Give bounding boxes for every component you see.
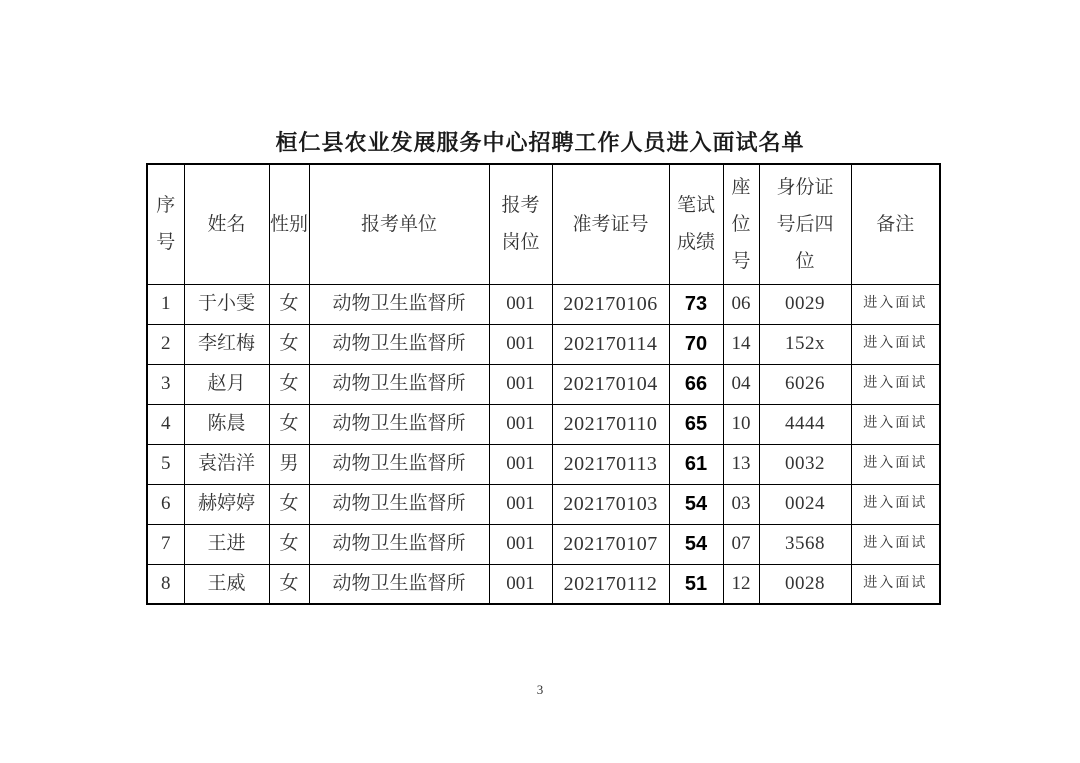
cell-index: 2 (147, 324, 184, 364)
cell-index: 5 (147, 444, 184, 484)
cell-position: 001 (489, 284, 552, 324)
cell-remark: 进入面试 (851, 564, 940, 604)
column-header-index: 序号 (147, 164, 184, 284)
cell-id4: 0029 (759, 284, 851, 324)
cell-id4: 0028 (759, 564, 851, 604)
cell-seat: 03 (723, 484, 759, 524)
cell-id4: 0032 (759, 444, 851, 484)
cell-score: 70 (669, 324, 723, 364)
column-header-seat: 座位号 (723, 164, 759, 284)
cell-score: 61 (669, 444, 723, 484)
cell-remark: 进入面试 (851, 484, 940, 524)
cell-gender: 女 (269, 484, 309, 524)
cell-remark: 进入面试 (851, 364, 940, 404)
cell-name: 李红梅 (184, 324, 269, 364)
cell-position: 001 (489, 404, 552, 444)
table-row (147, 404, 940, 444)
cell-position: 001 (489, 564, 552, 604)
column-header-name: 姓名 (184, 164, 269, 284)
cell-score: 66 (669, 364, 723, 404)
cell-id4: 3568 (759, 524, 851, 564)
cell-ticket: 202170106 (552, 284, 669, 324)
cell-index: 3 (147, 364, 184, 404)
cell-id4: 6026 (759, 364, 851, 404)
cell-gender: 女 (269, 404, 309, 444)
cell-seat: 06 (723, 284, 759, 324)
column-header-position: 报考岗位 (489, 164, 552, 284)
cell-name: 王威 (184, 564, 269, 604)
cell-position: 001 (489, 524, 552, 564)
cell-name: 于小雯 (184, 284, 269, 324)
cell-remark: 进入面试 (851, 324, 940, 364)
cell-unit: 动物卫生监督所 (309, 284, 489, 324)
interview-roster-table (146, 163, 941, 605)
cell-ticket: 202170107 (552, 524, 669, 564)
table-row (147, 364, 940, 404)
cell-index: 4 (147, 404, 184, 444)
table-row (147, 444, 940, 484)
table-body (147, 284, 940, 604)
cell-score: 73 (669, 284, 723, 324)
cell-unit: 动物卫生监督所 (309, 404, 489, 444)
page-number: 3 (536, 682, 544, 697)
cell-id4: 152x (759, 324, 851, 364)
table-row (147, 524, 940, 564)
cell-seat: 12 (723, 564, 759, 604)
cell-unit: 动物卫生监督所 (309, 524, 489, 564)
cell-name: 赫婷婷 (184, 484, 269, 524)
table-row (147, 484, 940, 524)
cell-remark: 进入面试 (851, 444, 940, 484)
cell-name: 赵月 (184, 364, 269, 404)
cell-gender: 女 (269, 284, 309, 324)
cell-id4: 0024 (759, 484, 851, 524)
table-row (147, 324, 940, 364)
cell-position: 001 (489, 444, 552, 484)
cell-score: 65 (669, 404, 723, 444)
cell-remark: 进入面试 (851, 284, 940, 324)
cell-unit: 动物卫生监督所 (309, 444, 489, 484)
cell-name: 王进 (184, 524, 269, 564)
cell-seat: 13 (723, 444, 759, 484)
cell-position: 001 (489, 484, 552, 524)
cell-score: 54 (669, 484, 723, 524)
cell-position: 001 (489, 324, 552, 364)
table-row (147, 564, 940, 604)
cell-gender: 女 (269, 524, 309, 564)
cell-name: 陈晨 (184, 404, 269, 444)
column-header-unit: 报考单位 (309, 164, 489, 284)
table-header-row (147, 164, 940, 284)
cell-gender: 男 (269, 444, 309, 484)
cell-seat: 04 (723, 364, 759, 404)
cell-gender: 女 (269, 324, 309, 364)
column-header-score: 笔试成绩 (669, 164, 723, 284)
cell-ticket: 202170104 (552, 364, 669, 404)
cell-seat: 14 (723, 324, 759, 364)
cell-name: 袁浩洋 (184, 444, 269, 484)
cell-index: 7 (147, 524, 184, 564)
cell-id4: 4444 (759, 404, 851, 444)
cell-seat: 10 (723, 404, 759, 444)
cell-ticket: 202170110 (552, 404, 669, 444)
cell-ticket: 202170112 (552, 564, 669, 604)
cell-unit: 动物卫生监督所 (309, 564, 489, 604)
column-header-ticket: 准考证号 (552, 164, 669, 284)
cell-remark: 进入面试 (851, 404, 940, 444)
cell-index: 1 (147, 284, 184, 324)
cell-unit: 动物卫生监督所 (309, 364, 489, 404)
cell-unit: 动物卫生监督所 (309, 484, 489, 524)
document-title: 桓仁县农业发展服务中心招聘工作人员进入面试名单 (275, 130, 805, 155)
cell-index: 8 (147, 564, 184, 604)
cell-remark: 进入面试 (851, 524, 940, 564)
cell-position: 001 (489, 364, 552, 404)
cell-ticket: 202170114 (552, 324, 669, 364)
cell-ticket: 202170103 (552, 484, 669, 524)
cell-score: 54 (669, 524, 723, 564)
column-header-id4: 身份证号后四位 (759, 164, 851, 284)
column-header-gender: 性别 (269, 164, 309, 284)
cell-seat: 07 (723, 524, 759, 564)
cell-unit: 动物卫生监督所 (309, 324, 489, 364)
cell-gender: 女 (269, 364, 309, 404)
cell-score: 51 (669, 564, 723, 604)
table-row (147, 284, 940, 324)
column-header-remark: 备注 (851, 164, 940, 284)
cell-ticket: 202170113 (552, 444, 669, 484)
cell-index: 6 (147, 484, 184, 524)
cell-gender: 女 (269, 564, 309, 604)
